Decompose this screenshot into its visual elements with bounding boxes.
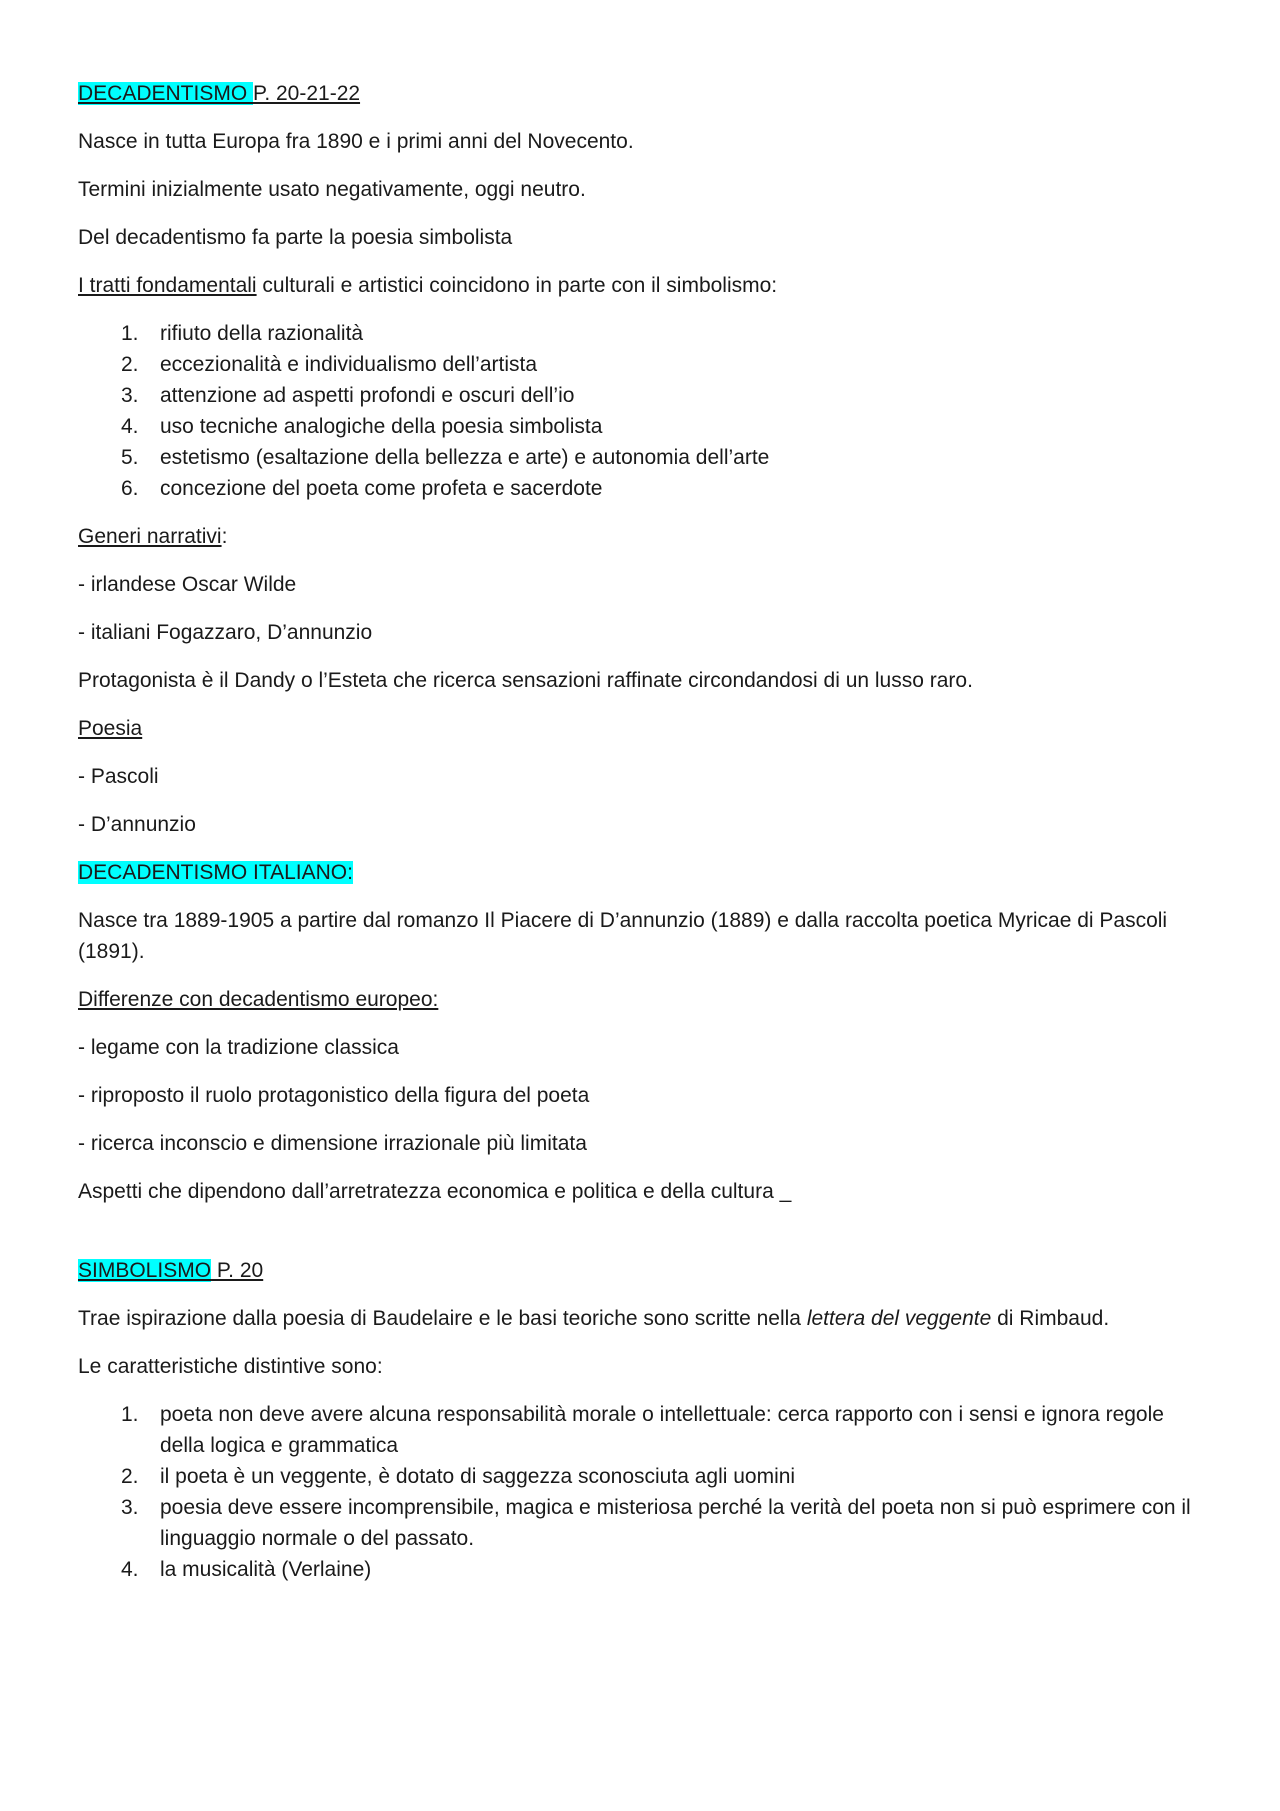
- list-number: 3.: [121, 1496, 139, 1519]
- traits-label: I tratti fondamentali: [78, 274, 257, 297]
- paragraph: - riproposto il ruolo protagonistico della figura del poeta: [78, 1084, 590, 1107]
- list-text: rifiuto della razionalità: [160, 322, 364, 345]
- list-number: 6.: [121, 477, 139, 500]
- list-number: 3.: [121, 384, 139, 407]
- heading-decadentismo-title: DECADENTISMO: [78, 82, 254, 105]
- differenze-label: Differenze con decadentismo europeo:: [78, 988, 439, 1011]
- paragraph: [78, 1303, 1208, 1334]
- paragraph: Aspetti che dipendono dall’arretratezza economica e politica e della cultura _: [78, 1180, 792, 1203]
- list-number: 4.: [121, 415, 139, 438]
- paragraph: - D’annunzio: [78, 813, 196, 836]
- list-number: 2.: [121, 353, 139, 376]
- paragraph: Le caratteristiche distintive sono:: [78, 1355, 383, 1378]
- poesia-label: Poesia: [78, 717, 143, 740]
- list-text: la musicalità (Verlaine): [160, 1558, 372, 1581]
- list-item: [78, 349, 1208, 380]
- paragraph: - legame con la tradizione classica: [78, 1036, 399, 1059]
- heading-simbolismo: [78, 1255, 1208, 1286]
- paragraph: Nasce tra 1889-1905 a partire dal romanzo Il Piacere di D’annunzio (1889) e dalla raccolta poetica Myricae di Pascoli (1891).: [78, 909, 1168, 963]
- list-item: [78, 380, 1208, 411]
- paragraph: - italiani Fogazzaro, D’annunzio: [78, 621, 373, 644]
- document-page: [78, 78, 1208, 1602]
- heading-decadentismo-italiano: [78, 857, 1208, 888]
- list-text: il poeta è un veggente, è dotato di saggezza sconosciuta agli uomini: [160, 1465, 796, 1488]
- list-item: [78, 318, 1208, 349]
- traits-rest: culturali e artistici coincidono in parte con il simbolismo:: [256, 274, 778, 297]
- list-text: eccezionalità e individualismo dell’artista: [160, 353, 538, 376]
- traits-list: [78, 318, 1208, 504]
- list-item: [78, 411, 1208, 442]
- heading-decadentismo-pages: P. 20-21-22: [253, 82, 361, 105]
- list-text: attenzione ad aspetti profondi e oscuri dell’io: [160, 384, 575, 407]
- paragraph: - Pascoli: [78, 765, 159, 788]
- paragraph: Termini inizialmente usato negativamente, oggi neutro.: [78, 178, 586, 201]
- list-number: 2.: [121, 1465, 139, 1488]
- paragraph: Protagonista è il Dandy o l’Esteta che ricerca sensazioni raffinate circondandosi di un lusso raro.: [78, 669, 973, 692]
- list-item: [78, 1399, 1208, 1461]
- paragraph: Nasce in tutta Europa fra 1890 e i primi anni del Novecento.: [78, 130, 634, 153]
- generi-colon: :: [221, 525, 228, 548]
- generi-label: Generi narrativi: [78, 525, 222, 548]
- list-item: [78, 1492, 1208, 1554]
- list-number: 1.: [121, 322, 139, 345]
- list-item: [78, 1554, 1208, 1585]
- list-text: uso tecniche analogiche della poesia simbolista: [160, 415, 603, 438]
- paragraph-text: Trae ispirazione dalla poesia di Baudelaire e le basi teoriche sono scritte nella: [78, 1307, 807, 1330]
- list-text: poesia deve essere incomprensibile, magica e misteriosa perché la verità del poeta non si può esprimere con il linguaggio normale o del passato.: [160, 1496, 1191, 1550]
- list-number: 5.: [121, 446, 139, 469]
- paragraph: - irlandese Oscar Wilde: [78, 573, 297, 596]
- heading-decadentismo-italiano-title: DECADENTISMO ITALIANO:: [78, 861, 353, 884]
- heading-simbolismo-pages: P. 20: [211, 1259, 264, 1282]
- paragraph-text: di Rimbaud.: [991, 1307, 1110, 1330]
- blank-line: [78, 1224, 1208, 1255]
- list-text: estetismo (esaltazione della bellezza e arte) e autonomia dell’arte: [160, 446, 770, 469]
- differenze-heading: [78, 984, 1208, 1015]
- list-text: concezione del poeta come profeta e sacerdote: [160, 477, 603, 500]
- paragraph: - ricerca inconscio e dimensione irrazionale più limitata: [78, 1132, 587, 1155]
- heading-simbolismo-title: SIMBOLISMO: [78, 1259, 212, 1282]
- list-item: [78, 473, 1208, 504]
- list-item: [78, 1461, 1208, 1492]
- list-number: 1.: [121, 1403, 139, 1426]
- heading-decadentismo: [78, 78, 1208, 109]
- list-text: poeta non deve avere alcuna responsabilità morale o intellettuale: cerca rapporto con i sensi e ignora regole della logica e grammatica: [160, 1403, 1164, 1457]
- paragraph-italic: lettera del veggente: [806, 1307, 992, 1330]
- characteristics-list: [78, 1399, 1208, 1585]
- list-item: [78, 442, 1208, 473]
- traits-intro: [78, 270, 1208, 301]
- paragraph: Del decadentismo fa parte la poesia simbolista: [78, 226, 513, 249]
- poesia-heading: [78, 713, 1208, 744]
- list-number: 4.: [121, 1558, 139, 1581]
- generi-heading: [78, 521, 1208, 552]
